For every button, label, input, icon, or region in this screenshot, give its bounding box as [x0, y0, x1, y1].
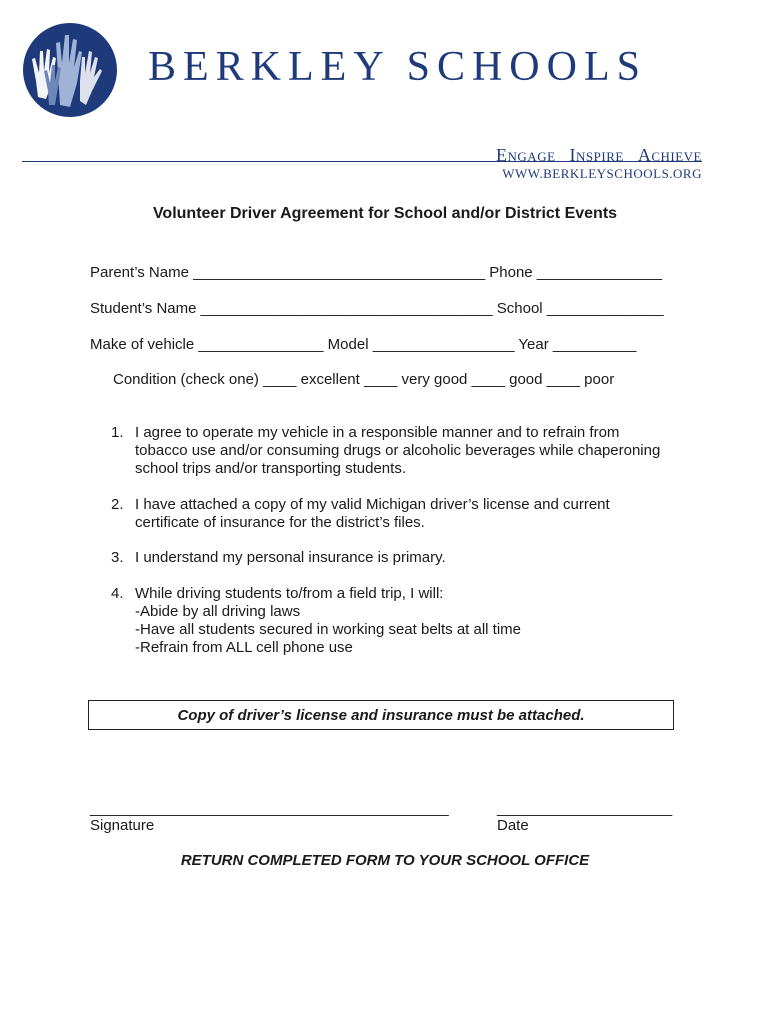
agreement-list — [111, 496, 681, 532]
item-text: While driving students to/from a field trip, I will: -Abide by all driving laws -Have all students secured in working seat belts at all time -Refrain from ALL cell phone use — [135, 585, 522, 656]
item-number: 4. — [111, 585, 124, 602]
return-instruction: RETURN COMPLETED FORM TO YOUR SCHOOL OFFICE — [180, 852, 590, 869]
org-name: BERKLEY SCHOOLS — [148, 44, 647, 90]
agreement-item — [111, 496, 681, 532]
signature-field[interactable]: ___________________________________________ — [90, 800, 449, 817]
item-text: I have attached a copy of my valid Michigan driver’s license and current certificate of insurance for the district’s files. — [135, 496, 610, 531]
student-school-line[interactable]: Student’s Name ___________________________________ School ______________ — [90, 300, 664, 317]
vehicle-line[interactable]: Make of vehicle _______________ Model _________________ Year __________ — [90, 336, 637, 353]
condition-line[interactable]: Condition (check one) ____ excellent ____ very good ____ good ____ poor — [113, 371, 615, 388]
agreement-list — [111, 549, 681, 567]
item-text: I agree to operate my vehicle in a responsible manner and to refrain from tobacco use and/or consuming drugs or alcoholic beverages while chaperoning school trips and/or transporting students. — [135, 424, 661, 477]
tagline-inspire: Inspire — [569, 145, 624, 165]
parent-phone-line[interactable]: Parent’s Name ___________________________________ Phone _______________ — [90, 264, 662, 281]
date-label: Date — [497, 817, 529, 834]
agreement-list — [111, 424, 681, 478]
tagline-achieve: Achieve — [637, 145, 702, 165]
date-field[interactable]: _____________________ — [497, 800, 673, 817]
agreement-list — [111, 585, 681, 657]
agreement-item — [111, 585, 681, 657]
attachment-notice: Copy of driver’s license and insurance must be attached. — [88, 700, 674, 730]
item-text: I understand my personal insurance is primary. — [135, 549, 446, 566]
tagline-engage: Engage — [496, 145, 556, 165]
tagline — [482, 145, 702, 166]
item-number: 2. — [111, 496, 124, 513]
form-title: Volunteer Driver Agreement for School and/or District Events — [152, 205, 618, 222]
website-url[interactable]: WWW.BERKLEYSCHOOLS.ORG — [502, 166, 702, 181]
item-number: 1. — [111, 424, 124, 441]
signature-label: Signature — [90, 817, 155, 834]
item-number: 3. — [111, 549, 124, 566]
berkley-hands-logo — [22, 21, 118, 119]
agreement-item — [111, 549, 681, 567]
agreement-item — [111, 424, 681, 478]
